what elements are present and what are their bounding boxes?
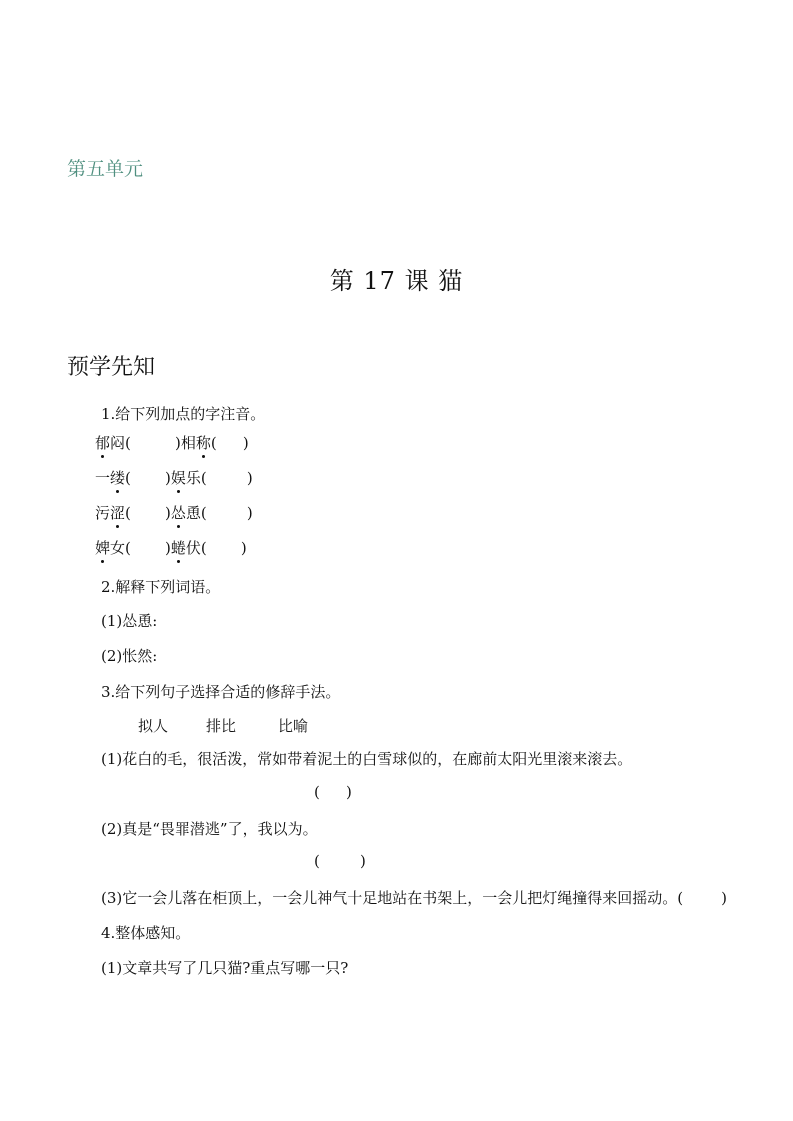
q3-prompt: 3.给下列句子选择合适的修辞手法。 (101, 683, 341, 701)
q1-row-2: 一缕( )娱乐( ) (95, 469, 253, 487)
answer-blank[interactable]: ( (125, 434, 131, 452)
answer-blank[interactable]: ( (125, 504, 131, 522)
answer-blank[interactable]: ( (200, 504, 207, 522)
dotted-char: 称 (195, 434, 211, 452)
dotted-char: 缕 (110, 469, 126, 487)
dotted-char: 涩 (110, 504, 126, 522)
answer-blank[interactable]: ( (200, 539, 207, 557)
q1-prompt: 1.给下列加点的字注音。 (101, 405, 266, 423)
q2-item-1: (1)怂恿: (101, 612, 158, 630)
answer-blank[interactable]: ( ) (314, 783, 352, 801)
dotted-char: 娱 (170, 469, 186, 487)
q2-item-2: (2)怅然: (101, 647, 158, 665)
answer-blank[interactable]: ( ) (314, 852, 366, 870)
lesson-title: 第 17 课 猫 (329, 267, 464, 295)
q3-option-1: 拟人 (138, 717, 169, 735)
q1-row-4: 婢女( )蜷伏( ) (95, 539, 247, 557)
q3-sentence-1: (1)花白的毛，很活泼，常如带着泥土的白雪球似的，在廊前太阳光里滚来滚去。 (101, 750, 633, 768)
q1-row-1: 郁闷( )相称( ) (95, 434, 249, 452)
unit-label: 第五单元 (67, 158, 144, 180)
answer-blank[interactable]: ( (125, 469, 131, 487)
q4-sentence-1: (1)文章共写了几只猫?重点写哪一只? (101, 959, 349, 977)
answer-blank[interactable]: ( (125, 539, 131, 557)
q4-prompt: 4.整体感知。 (101, 924, 191, 942)
dotted-char: 郁 (95, 434, 111, 452)
q2-prompt: 2.解释下列词语。 (101, 578, 221, 596)
q3-sentence-3: (3)它一会儿落在柜顶上，一会儿神气十足地站在书架上，一会儿把灯绳撞得来回摇动。( ) (101, 889, 727, 907)
dotted-char: 蜷 (170, 539, 186, 557)
answer-blank[interactable]: ( (200, 469, 207, 487)
q3-option-2: 排比 (206, 717, 237, 735)
answer-blank[interactable]: ( (210, 434, 217, 452)
dotted-char: 婢 (95, 539, 111, 557)
section-title: 预学先知 (67, 355, 156, 380)
q3-option-3: 比喻 (278, 717, 309, 735)
dotted-char: 怂 (170, 504, 186, 522)
q3-sentence-2: (2)真是“畏罪潜逃”了，我以为。 (101, 820, 318, 838)
q1-row-3: 污涩( )怂恿( ) (95, 504, 253, 522)
